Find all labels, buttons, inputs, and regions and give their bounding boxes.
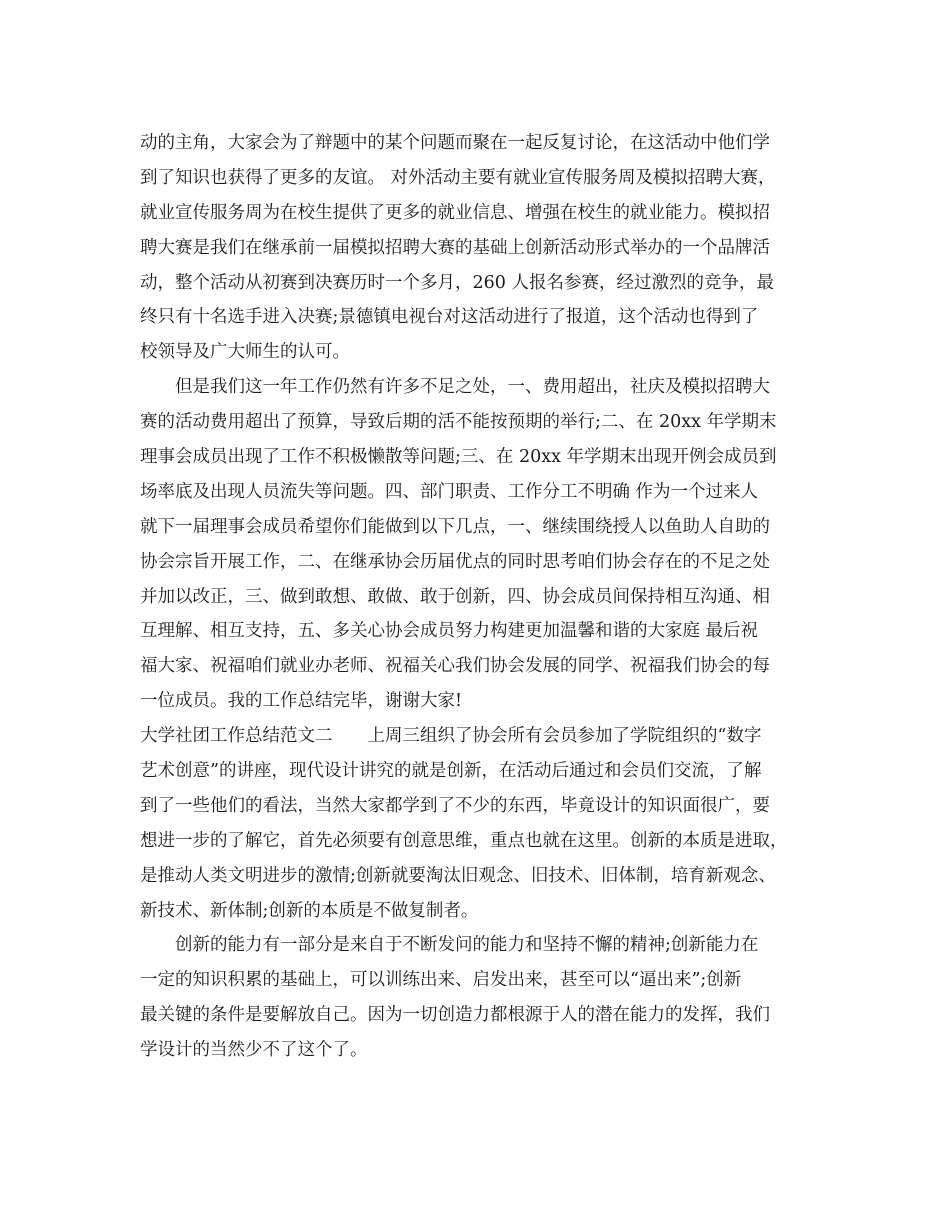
text-line: 并加以改正，三、做到敢想、敢做、敢于创新，四、协会成员间保持相互沟通、相 — [140, 586, 770, 607]
text-line: 互理解、相互支持，五、多关心协会成员努力构建更加温馨和谐的大家庭 最后祝 — [140, 621, 759, 642]
text-line: 学设计的当然少不了这个了。 — [140, 1040, 368, 1061]
text-line: 场率底及出现人员流失等问题。四、部门职责、工作分工不明确 作为一个过来人 — [140, 481, 759, 502]
text-line: 校领导及广大师生的认可。 — [140, 342, 350, 363]
text-line: 艺术创意”的讲座，现代设计讲究的就是创新，在活动后通过和会员们交流，了解 — [140, 761, 762, 782]
text-line: 动的主角，大家会为了辩题中的某个问题而聚在一起反复讨论，在这活动中他们学 — [140, 133, 770, 153]
text-line: 新技术、新体制;创新的本质是不做复制者。 — [140, 900, 479, 921]
text-line: 创新的能力有一部分是来自于不断发问的能力和坚持不懈的精神;创新能力在 — [140, 935, 759, 956]
text-line: 一位成员。我的工作总结完毕，谢谢大家! — [140, 691, 463, 712]
text-line: 但是我们这一年工作仍然有许多不足之处，一、费用超出，社庆及模拟招聘大 — [140, 377, 770, 398]
text-line: 理事会成员出现了工作不积极懒散等问题;三、在 20xx 年学期末出现开例会成员到 — [140, 447, 777, 468]
section-heading-line: 大学社团工作总结范文二 上周三组织了协会所有会员参加了学院组织的“数字 — [140, 726, 762, 747]
text-line: 一定的知识积累的基础上，可以训练出来、启发出来，甚至可以“逼出来”;创新 — [140, 970, 742, 991]
text-line: 聘大赛是我们在继承前一届模拟招聘大赛的基础上创新活动形式举办的一个品牌活 — [140, 237, 770, 258]
document-body — [140, 126, 820, 1068]
text-line: 想进一步的了解它，首先必须要有创意思维，重点也就在这里。创新的本质是进取， — [140, 830, 788, 851]
text-line: 终只有十名选手进入决赛;景德镇电视台对这活动进行了报道，这个活动也得到了 — [140, 307, 759, 328]
text-line: 动，整个活动从初赛到决赛历时一个多月，260 人报名参赛，经过激烈的竞争，最 — [140, 272, 774, 293]
text-line: 协会宗旨开展工作，二、在继承协会历届优点的同时思考咱们协会存在的不足之处 — [140, 551, 770, 572]
text-line: 到了知识也获得了更多的友谊。 对外活动主要有就业宣传服务周及模拟招聘大赛， — [140, 167, 776, 188]
text-line: 到了一些他们的看法，当然大家都学到了不少的东西，毕竟设计的知识面很广，要 — [140, 795, 770, 816]
text-line: 赛的活动费用超出了预算，导致后期的活不能按预期的举行;二、在 20xx 年学期末 — [140, 412, 777, 433]
text-line: 就下一届理事会成员希望你们能做到以下几点，一、继续围绕授人以鱼助人自助的 — [140, 516, 770, 537]
text-line: 是推动人类文明进步的激情;创新就要淘汰旧观念、旧技术、旧体制，培育新观念、 — [140, 865, 776, 886]
text-line: 福大家、祝福咱们就业办老师、祝福关心我们协会发展的同学、祝福我们协会的每 — [140, 656, 770, 677]
text-line: 最关键的条件是要解放自己。因为一切创造力都根源于人的潜在能力的发挥，我们 — [140, 1005, 770, 1026]
text-line: 就业宣传服务周为在校生提供了更多的就业信息、增强在校生的就业能力。模拟招 — [140, 202, 770, 223]
